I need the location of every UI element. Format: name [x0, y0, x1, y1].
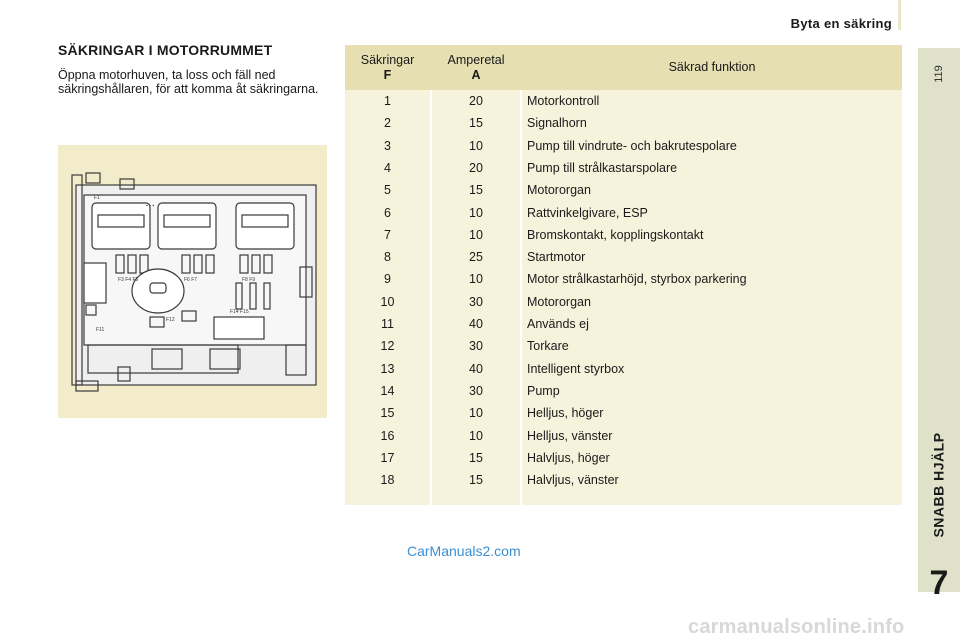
function-cell: Intelligent styrbox — [527, 361, 625, 376]
fuse-number-cell: 6 — [384, 205, 391, 220]
header-function — [522, 45, 902, 90]
table-row — [345, 313, 902, 335]
header-amperage — [432, 45, 520, 90]
table-row — [345, 291, 902, 313]
fuse-number-cell: 5 — [384, 183, 391, 198]
function-cell: Signalhorn — [527, 116, 587, 131]
header-divider — [898, 0, 901, 30]
table-row — [345, 157, 902, 179]
fuse-number-cell: 14 — [380, 383, 395, 398]
intro-text: Öppna motorhuven, ta loss och fäll ned säkringshållaren, för att komma åt säkringarna. — [58, 68, 319, 96]
function-cell: Torkare — [527, 339, 569, 354]
table-row — [345, 224, 902, 246]
amperage-cell: 15 — [469, 450, 483, 465]
fuse-number-cell: 11 — [381, 317, 394, 331]
table-row — [345, 425, 902, 447]
function-cell: Används ej — [527, 317, 589, 331]
table-row — [345, 469, 902, 491]
page-heading: SÄKRINGAR I MOTORRUMMET — [58, 42, 273, 58]
svg-text:F14 F15: F14 F15 — [230, 309, 249, 315]
amperage-cell: 10 — [469, 205, 483, 220]
function-cell: Motor strålkastarhöjd, styrbox parkering — [527, 272, 747, 287]
fuse-number-cell: 16 — [380, 428, 395, 443]
fuse-number-cell: 13 — [380, 361, 395, 376]
header-amperage-unit: A — [471, 67, 481, 82]
fuse-box-figure — [58, 145, 327, 418]
amperage-cell: 40 — [469, 361, 483, 376]
function-cell: Motororgan — [527, 294, 591, 309]
table-row — [345, 335, 902, 357]
table-row — [345, 447, 902, 469]
fuse-number-cell: 3 — [384, 138, 391, 153]
amperage-cell: 20 — [469, 94, 483, 108]
table-row — [345, 246, 902, 268]
svg-text:F1: F1 — [94, 195, 100, 201]
function-cell: Helljus, höger — [527, 406, 604, 421]
table-row — [345, 179, 902, 201]
function-cell: Halvljus, höger — [527, 450, 610, 465]
svg-text:F11: F11 — [96, 327, 105, 333]
fuse-number-cell: 1 — [384, 94, 391, 108]
amperage-cell: 10 — [469, 406, 483, 421]
table-row — [345, 135, 902, 157]
fuse-number-cell: 7 — [384, 227, 391, 242]
watermark-site-footer: carmanualsonline.info — [688, 616, 905, 638]
amperage-cell: 10 — [469, 428, 483, 443]
chapter-number: 7 — [929, 563, 949, 602]
fuse-number-cell: 10 — [380, 294, 395, 309]
function-cell: Bromskontakt, kopplingskontakt — [527, 227, 704, 242]
header-amperage-label: Amperetal — [447, 52, 505, 67]
amperage-cell: 15 — [469, 473, 483, 488]
header-fuse-unit: F — [383, 67, 392, 82]
page-number — [918, 54, 960, 94]
chapter-label — [918, 420, 960, 550]
table-row — [345, 358, 902, 380]
fuse-number-cell: 2 — [384, 116, 391, 131]
fuse-box-diagram-icon — [58, 145, 327, 418]
header-function-label: Säkrad funktion — [668, 60, 756, 74]
svg-text:F8 F9: F8 F9 — [242, 277, 256, 283]
svg-text:F12: F12 — [166, 317, 175, 323]
amperage-cell: 30 — [469, 339, 483, 354]
amperage-cell: 10 — [469, 227, 483, 242]
fuse-number-cell: 4 — [384, 160, 391, 175]
fuse-number-cell: 15 — [380, 406, 395, 421]
amperage-cell: 10 — [469, 272, 483, 287]
header-fuse-label: Säkringar — [360, 52, 415, 67]
function-cell: Motororgan — [527, 183, 591, 198]
function-cell: Rattvinkelgivare, ESP — [527, 205, 648, 220]
table-row — [345, 112, 902, 134]
amperage-cell: 20 — [469, 160, 483, 175]
header-fuse — [345, 45, 430, 90]
function-cell: Helljus, vänster — [527, 428, 613, 443]
svg-text:▪ ▪ ▪: ▪ ▪ ▪ — [146, 203, 155, 209]
function-cell: Pump till strålkastarspolare — [527, 160, 678, 175]
amperage-cell: 30 — [469, 383, 483, 398]
table-row — [345, 268, 902, 290]
table-row — [345, 202, 902, 224]
function-cell: Halvljus, vänster — [527, 473, 619, 488]
fuse-number-cell: 17 — [380, 450, 395, 465]
table-row — [345, 402, 902, 424]
amperage-cell: 10 — [469, 138, 483, 153]
function-cell: Pump — [527, 383, 560, 398]
fuse-number-cell: 9 — [384, 272, 391, 287]
section-title: Byta en säkring — [790, 16, 892, 31]
function-cell: Startmotor — [527, 250, 586, 265]
table-row — [345, 90, 902, 112]
amperage-cell: 25 — [469, 250, 483, 265]
function-cell: Pump till vindrute- och bakrutespolare — [527, 138, 737, 153]
svg-text:F3 F4 F5: F3 F4 F5 — [118, 277, 139, 283]
fuse-number-cell: 12 — [380, 339, 395, 354]
page-number-text: 119 — [932, 65, 945, 83]
table-row — [345, 380, 902, 402]
amperage-cell: 30 — [469, 294, 483, 309]
watermark-site: CarManuals2.com — [407, 543, 521, 559]
amperage-cell: 40 — [469, 317, 483, 331]
svg-text:F6 F7: F6 F7 — [184, 277, 198, 283]
fuse-number-cell: 8 — [384, 250, 391, 265]
amperage-cell: 15 — [469, 183, 483, 198]
amperage-cell: 15 — [469, 116, 483, 131]
function-cell: Motorkontroll — [527, 94, 600, 108]
fuse-number-cell: 18 — [380, 473, 395, 488]
chapter-label-text: SNABB HJÄLP — [931, 432, 948, 538]
